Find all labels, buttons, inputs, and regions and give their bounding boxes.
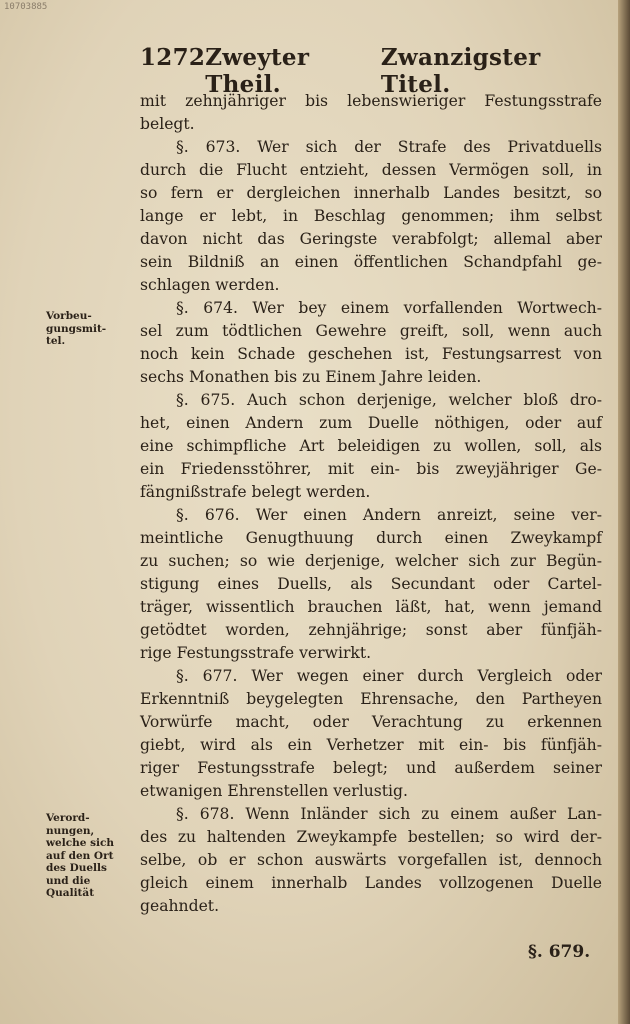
text-line: geahndet. [140, 897, 220, 915]
text-line: mit zehnjähriger bis lebenswieriger Festungsstrafe [140, 92, 602, 110]
text-line: stigung eines Duells, als Secundant oder Cartel- [140, 575, 602, 593]
text-line: sein Bildniß an einen öffentlichen Schandpfahl ge- [140, 253, 602, 271]
catalog-number: 10703885 [4, 2, 48, 12]
text-line: gleich einem innerhalb Landes vollzogenen Duelle [140, 874, 602, 892]
margin-note: Verord- nungen, welche sich auf den Ort des Duells und die Qualität [46, 812, 114, 899]
catchword: §. 679. [528, 942, 591, 962]
text-line: giebt, wird als ein Verhetzer mit ein- bis fünfjäh- [140, 736, 602, 754]
text-line: getödtet worden, zehnjährige; sonst aber fünfjäh- [140, 621, 602, 639]
text-line: davon nicht das Geringste verabfolgt; allemal aber [140, 230, 602, 248]
text-line: riger Festungsstrafe belegt; und außerdem seiner [140, 759, 602, 777]
header-title: Zwanzigster Titel. [380, 44, 541, 98]
text-line: schlagen werden. [140, 276, 280, 294]
text-line: etwanigen Ehrenstellen verlustig. [140, 782, 408, 800]
text-line: durch die Flucht entzieht, dessen Vermögen soll, in [140, 161, 602, 179]
text-line: Vorwürfe macht, oder Verachtung zu erkennen [140, 713, 602, 731]
text-line: noch kein Schade geschehen ist, Festungsarrest von [140, 345, 602, 363]
text-line: rige Festungsstrafe verwirkt. [140, 644, 372, 662]
text-line: ein Friedensstöhrer, mit ein- bis zweyjähriger Ge- [140, 460, 602, 478]
text-line: §. 678. Wenn Inländer sich zu einem außer Lan- [176, 805, 602, 823]
text-line: so fern er dergleichen innerhalb Landes besitzt, so [140, 184, 602, 202]
text-line: meintliche Genugthuung durch einen Zweykampf [140, 529, 602, 547]
text-line: belegt. [140, 115, 195, 133]
text-line: §. 676. Wer einen Andern anreizt, seine ver- [176, 506, 602, 524]
page-edge [618, 0, 630, 1024]
text-line: Erkenntniß beygelegten Ehrensache, den Partheyen [140, 690, 602, 708]
text-line: §. 675. Auch schon derjenige, welcher bloß dro- [176, 391, 602, 409]
text-line: des zu haltenden Zweykampfe bestellen; so wird der- [140, 828, 602, 846]
text-line: eine schimpfliche Art beleidigen zu wollen, soll, als [140, 437, 602, 455]
margin-note: Vorbeu- gungsmit- tel. [46, 310, 107, 347]
text-line: lange er lebt, in Beschlag genommen; ihm selbst [140, 207, 602, 225]
text-line: het, einen Andern zum Duelle nöthigen, oder auf [140, 414, 602, 432]
text-line: zu suchen; so wie derjenige, welcher sich zur Begün- [140, 552, 602, 570]
text-line: §. 677. Wer wegen einer durch Vergleich oder [176, 667, 602, 685]
text-line: §. 674. Wer bey einem vorfallenden Wortwech- [176, 299, 602, 317]
body-text [140, 90, 602, 918]
text-line: fängnißstrafe belegt werden. [140, 483, 371, 501]
page-number: 1272 [140, 44, 206, 71]
text-line: selbe, ob er schon auswärts vorgefallen ist, dennoch [140, 851, 602, 869]
text-line: sechs Monathen bis zu Einem Jahre leiden. [140, 368, 482, 386]
header-part: Zweyter Theil. [205, 44, 310, 98]
text-line: §. 673. Wer sich der Strafe des Privatduells [176, 138, 602, 156]
text-line: träger, wissentlich brauchen läßt, hat, wenn jemand [140, 598, 602, 616]
text-line: sel zum tödtlichen Gewehre greift, soll, wenn auch [140, 322, 602, 340]
